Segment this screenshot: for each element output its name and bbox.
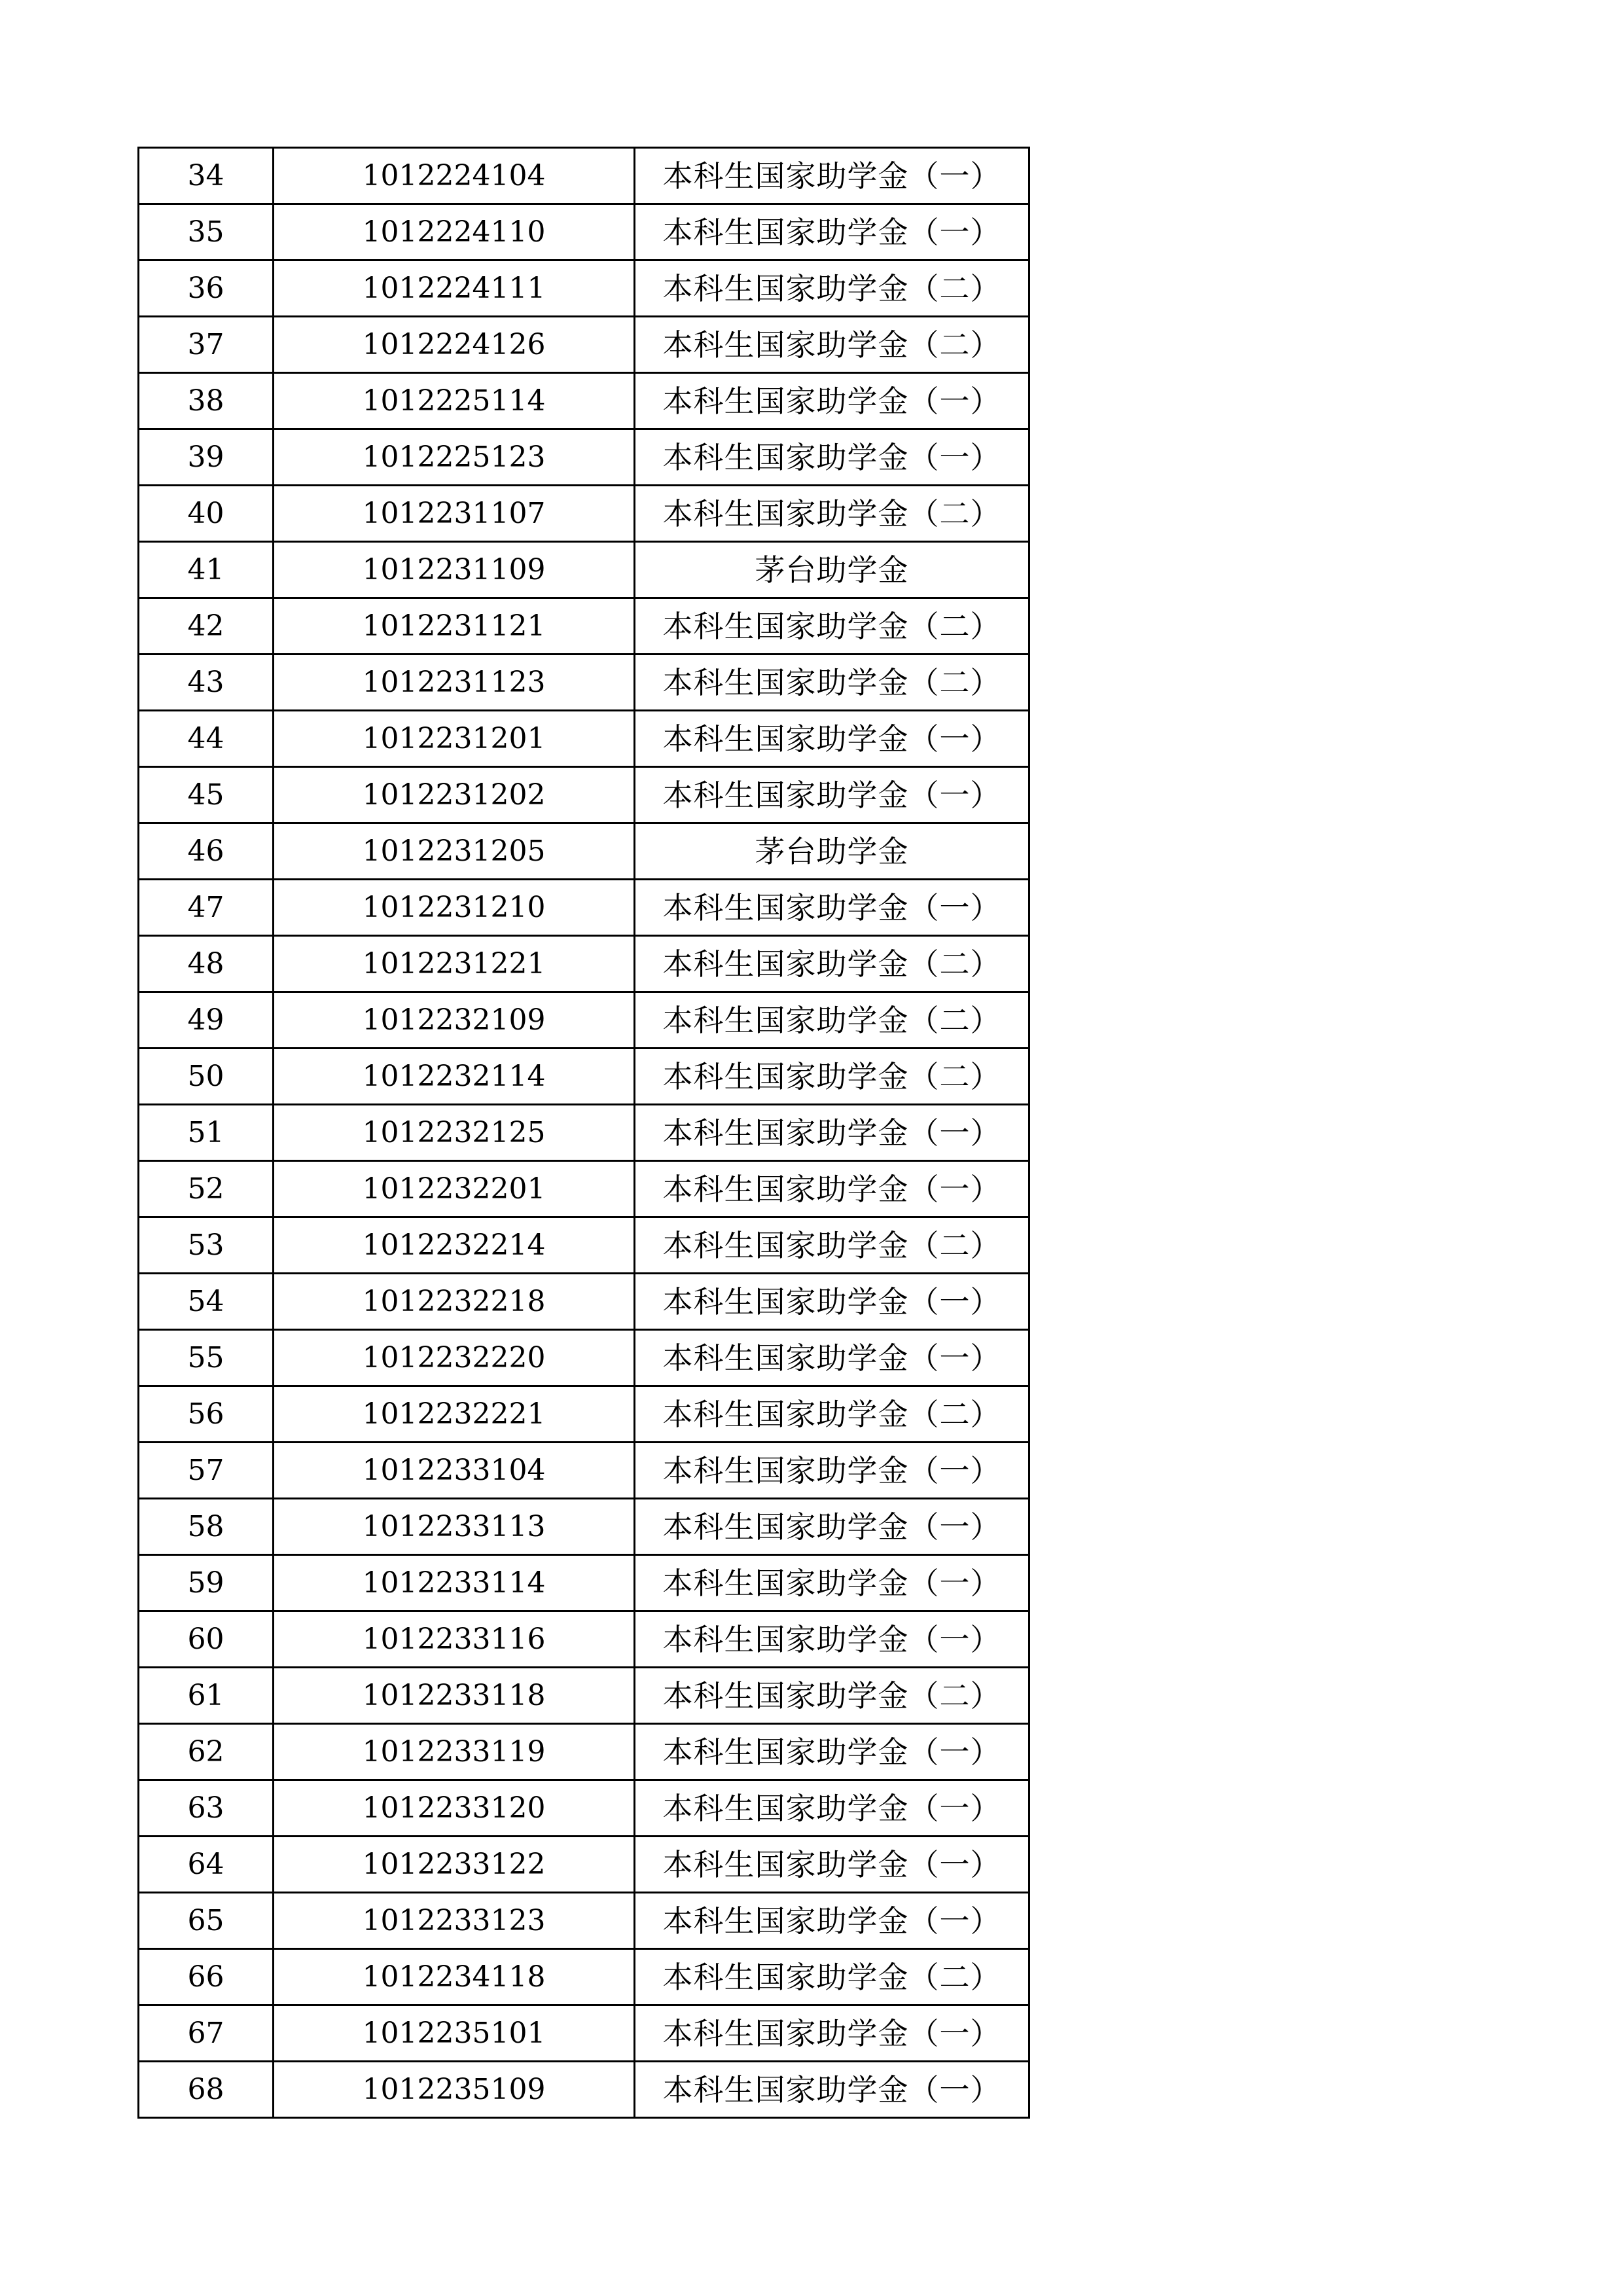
student-id-cell: 1012232125 [274, 1105, 635, 1161]
student-id-cell: 1012233113 [274, 1499, 635, 1555]
student-id-cell: 1012231109 [274, 542, 635, 598]
student-id-cell: 1012225114 [274, 373, 635, 429]
grant-type-cell: 本科生国家助学金（二） [635, 1049, 1029, 1105]
row-number-cell: 45 [139, 767, 274, 823]
row-number-cell: 42 [139, 598, 274, 655]
grant-type-cell: 本科生国家助学金（二） [635, 1949, 1029, 2005]
student-id-cell: 1012231202 [274, 767, 635, 823]
row-number-cell: 52 [139, 1161, 274, 1217]
table-row [139, 1217, 1029, 1274]
table-row [139, 429, 1029, 486]
table-row [139, 2062, 1029, 2118]
row-number-cell: 51 [139, 1105, 274, 1161]
student-id-cell: 1012224110 [274, 204, 635, 260]
student-id-cell: 1012224104 [274, 148, 635, 204]
grant-type-cell: 本科生国家助学金（二） [635, 598, 1029, 655]
row-number-cell: 38 [139, 373, 274, 429]
table-row [139, 486, 1029, 542]
table-row [139, 542, 1029, 598]
grant-type-cell: 本科生国家助学金（一） [635, 429, 1029, 486]
row-number-cell: 44 [139, 711, 274, 767]
student-id-cell: 1012232218 [274, 1274, 635, 1330]
student-id-cell: 1012233104 [274, 1443, 635, 1499]
table-row [139, 148, 1029, 204]
table-row [139, 1499, 1029, 1555]
student-id-cell: 1012232114 [274, 1049, 635, 1105]
row-number-cell: 62 [139, 1724, 274, 1780]
student-id-cell: 1012224126 [274, 317, 635, 373]
document-page [137, 147, 1030, 2119]
row-number-cell: 56 [139, 1386, 274, 1443]
student-id-cell: 1012232201 [274, 1161, 635, 1217]
grant-type-cell: 本科生国家助学金（一） [635, 767, 1029, 823]
student-id-cell: 1012233118 [274, 1668, 635, 1724]
row-number-cell: 39 [139, 429, 274, 486]
grant-type-cell: 本科生国家助学金（二） [635, 655, 1029, 711]
row-number-cell: 59 [139, 1555, 274, 1611]
table-row [139, 1105, 1029, 1161]
table-row [139, 1555, 1029, 1611]
table-row [139, 1780, 1029, 1837]
row-number-cell: 43 [139, 655, 274, 711]
table-body [139, 148, 1029, 2118]
table-row [139, 767, 1029, 823]
grant-type-cell: 本科生国家助学金（一） [635, 1499, 1029, 1555]
table-row [139, 204, 1029, 260]
row-number-cell: 53 [139, 1217, 274, 1274]
student-id-cell: 1012233116 [274, 1611, 635, 1668]
grant-type-cell: 本科生国家助学金（二） [635, 936, 1029, 992]
grant-type-cell: 本科生国家助学金（一） [635, 148, 1029, 204]
grant-type-cell: 本科生国家助学金（二） [635, 1217, 1029, 1274]
grant-type-cell: 茅台助学金 [635, 823, 1029, 880]
student-id-cell: 1012233120 [274, 1780, 635, 1837]
student-id-cell: 1012232221 [274, 1386, 635, 1443]
student-id-cell: 1012231123 [274, 655, 635, 711]
student-id-cell: 1012232109 [274, 992, 635, 1049]
student-id-cell: 1012224111 [274, 260, 635, 317]
grant-type-cell: 本科生国家助学金（一） [635, 880, 1029, 936]
table-row [139, 2005, 1029, 2062]
student-id-cell: 1012234118 [274, 1949, 635, 2005]
row-number-cell: 34 [139, 148, 274, 204]
row-number-cell: 36 [139, 260, 274, 317]
table-row [139, 1668, 1029, 1724]
grant-type-cell: 本科生国家助学金（一） [635, 2062, 1029, 2118]
grant-type-cell: 本科生国家助学金（一） [635, 204, 1029, 260]
grant-type-cell: 茅台助学金 [635, 542, 1029, 598]
row-number-cell: 48 [139, 936, 274, 992]
student-id-cell: 1012235101 [274, 2005, 635, 2062]
grant-type-cell: 本科生国家助学金（一） [635, 1161, 1029, 1217]
student-id-cell: 1012225123 [274, 429, 635, 486]
student-id-cell: 1012232220 [274, 1330, 635, 1386]
row-number-cell: 61 [139, 1668, 274, 1724]
row-number-cell: 58 [139, 1499, 274, 1555]
grant-type-cell: 本科生国家助学金（一） [635, 1724, 1029, 1780]
table-row [139, 1049, 1029, 1105]
row-number-cell: 49 [139, 992, 274, 1049]
row-number-cell: 41 [139, 542, 274, 598]
row-number-cell: 65 [139, 1893, 274, 1949]
table-row [139, 260, 1029, 317]
table-row [139, 823, 1029, 880]
grant-type-cell: 本科生国家助学金（二） [635, 1668, 1029, 1724]
table-row [139, 1330, 1029, 1386]
student-id-cell: 1012233114 [274, 1555, 635, 1611]
row-number-cell: 37 [139, 317, 274, 373]
row-number-cell: 50 [139, 1049, 274, 1105]
table-row [139, 936, 1029, 992]
table-row [139, 1724, 1029, 1780]
grant-type-cell: 本科生国家助学金（二） [635, 992, 1029, 1049]
grant-type-cell: 本科生国家助学金（一） [635, 1330, 1029, 1386]
table-row [139, 1893, 1029, 1949]
row-number-cell: 54 [139, 1274, 274, 1330]
student-id-cell: 1012233119 [274, 1724, 635, 1780]
grant-type-cell: 本科生国家助学金（一） [635, 1611, 1029, 1668]
row-number-cell: 46 [139, 823, 274, 880]
student-id-cell: 1012231121 [274, 598, 635, 655]
grant-type-cell: 本科生国家助学金（一） [635, 2005, 1029, 2062]
student-id-cell: 1012231221 [274, 936, 635, 992]
grant-type-cell: 本科生国家助学金（一） [635, 1893, 1029, 1949]
row-number-cell: 63 [139, 1780, 274, 1837]
student-id-cell: 1012233122 [274, 1837, 635, 1893]
grant-type-cell: 本科生国家助学金（二） [635, 260, 1029, 317]
row-number-cell: 40 [139, 486, 274, 542]
grant-type-cell: 本科生国家助学金（一） [635, 1780, 1029, 1837]
row-number-cell: 68 [139, 2062, 274, 2118]
grant-type-cell: 本科生国家助学金（一） [635, 1837, 1029, 1893]
grant-type-cell: 本科生国家助学金（二） [635, 317, 1029, 373]
row-number-cell: 64 [139, 1837, 274, 1893]
grant-type-cell: 本科生国家助学金（一） [635, 373, 1029, 429]
table-row [139, 1611, 1029, 1668]
student-id-cell: 1012231201 [274, 711, 635, 767]
grant-type-cell: 本科生国家助学金（二） [635, 1386, 1029, 1443]
table-row [139, 1443, 1029, 1499]
grant-type-cell: 本科生国家助学金（一） [635, 1274, 1029, 1330]
table-row [139, 1837, 1029, 1893]
table-row [139, 1386, 1029, 1443]
student-id-cell: 1012233123 [274, 1893, 635, 1949]
row-number-cell: 55 [139, 1330, 274, 1386]
grant-type-cell: 本科生国家助学金（一） [635, 1443, 1029, 1499]
table-row [139, 655, 1029, 711]
row-number-cell: 47 [139, 880, 274, 936]
table-row [139, 1161, 1029, 1217]
grant-recipients-table [137, 147, 1030, 2119]
student-id-cell: 1012231210 [274, 880, 635, 936]
table-row [139, 711, 1029, 767]
row-number-cell: 35 [139, 204, 274, 260]
grant-type-cell: 本科生国家助学金（一） [635, 1105, 1029, 1161]
student-id-cell: 1012235109 [274, 2062, 635, 2118]
grant-type-cell: 本科生国家助学金（一） [635, 711, 1029, 767]
row-number-cell: 66 [139, 1949, 274, 2005]
row-number-cell: 60 [139, 1611, 274, 1668]
student-id-cell: 1012231205 [274, 823, 635, 880]
table-row [139, 880, 1029, 936]
table-row [139, 1274, 1029, 1330]
table-row [139, 373, 1029, 429]
grant-type-cell: 本科生国家助学金（二） [635, 486, 1029, 542]
table-row [139, 317, 1029, 373]
student-id-cell: 1012232214 [274, 1217, 635, 1274]
table-row [139, 598, 1029, 655]
table-row [139, 992, 1029, 1049]
student-id-cell: 1012231107 [274, 486, 635, 542]
table-row [139, 1949, 1029, 2005]
grant-type-cell: 本科生国家助学金（一） [635, 1555, 1029, 1611]
row-number-cell: 57 [139, 1443, 274, 1499]
row-number-cell: 67 [139, 2005, 274, 2062]
